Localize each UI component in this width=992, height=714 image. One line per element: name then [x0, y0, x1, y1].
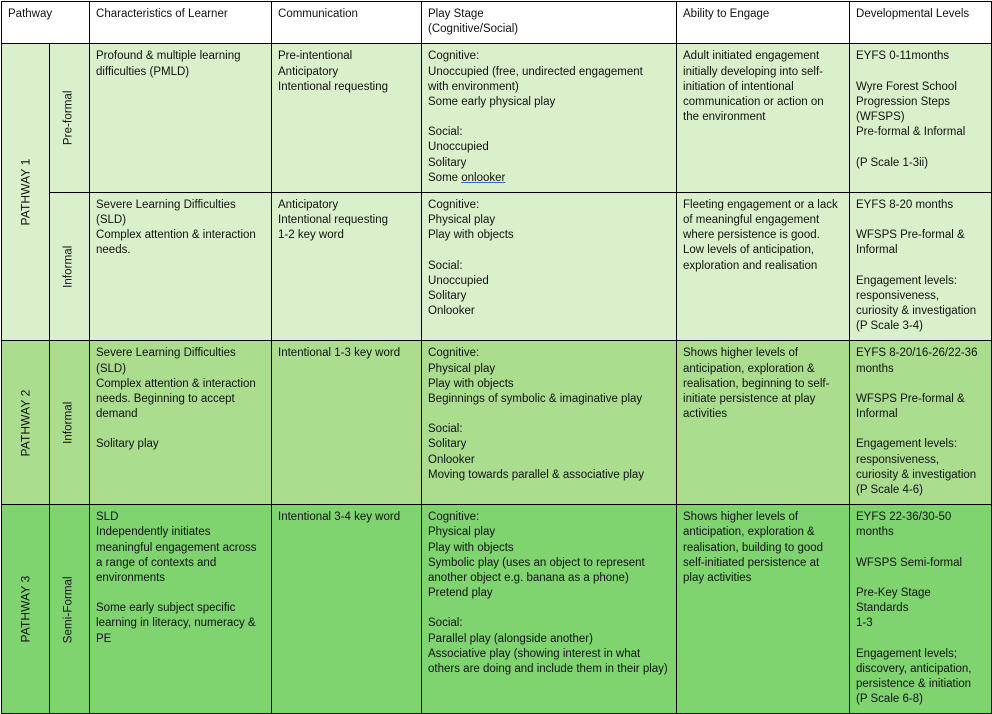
characteristics-cell — [96, 49, 265, 79]
pathway-label-3-text: PATHWAY 3 — [18, 575, 33, 643]
play-stage-cell-line: Social: — [428, 126, 463, 139]
table-row — [2, 192, 992, 341]
play-stage-cell-line: Solitary — [428, 289, 467, 302]
formality-label-pathway-1-informal-text: Informal — [62, 245, 75, 288]
developmental-levels-cell-line: Pre-formal & Informal — [856, 126, 966, 139]
ability-to-engage-cell-line: initiate persistence at play — [683, 392, 816, 405]
pathway-label-1-inner — [2, 44, 49, 340]
ability-to-engage-cell-line: play activities — [683, 571, 752, 584]
ability-to-engage-cell-line: self-initiated persistence at — [683, 556, 820, 569]
play-stage-cell-line — [428, 601, 670, 616]
play-stage-cell-line: with environment) — [428, 80, 519, 93]
communication-cell-line: Intentional 1-3 key word — [278, 347, 401, 360]
play-stage-cell-line: Cognitive: — [428, 198, 480, 211]
play-stage-cell-line: Social: — [428, 617, 463, 630]
formality-label-pathway-1-pre-formal-inner — [50, 44, 89, 192]
characteristics-cell-line: Solitary play — [96, 438, 159, 451]
developmental-levels-cell-line: EYFS 8-20 months — [856, 198, 954, 211]
play-stage-cell — [422, 44, 677, 193]
play-stage-cell-line: Physical play — [428, 526, 496, 539]
developmental-levels-cell-line: Informal — [856, 408, 898, 421]
ability-to-engage-cell-line: Shows higher levels of — [683, 511, 799, 524]
characteristics-cell-line — [96, 586, 265, 601]
play-stage-cell-line: Cognitive: — [428, 50, 480, 63]
ability-to-engage-cell-line: exploration and realisation — [683, 259, 818, 272]
developmental-levels-cell — [850, 341, 992, 505]
play-stage-cell-line — [428, 110, 670, 125]
formality-label-pathway-1-informal — [50, 192, 90, 341]
table-header — [2, 2, 992, 44]
header-characteristics-label: Characteristics of Learner — [96, 8, 228, 20]
developmental-levels-cell-line: Engagement levels: — [856, 274, 958, 287]
pathway-label-1 — [2, 44, 50, 341]
ability-to-engage-cell — [683, 198, 843, 274]
developmental-levels-cell-line: WFSPS Pre-formal & — [856, 392, 965, 405]
play-stage-cell-line: others are doing and include them in their play) — [428, 662, 668, 675]
communication-cell-line: 1-2 key word — [278, 229, 344, 242]
developmental-levels-cell-line — [856, 422, 985, 437]
characteristics-cell-line: Profound & multiple learning — [96, 50, 241, 63]
developmental-levels-cell-line — [856, 541, 985, 556]
play-stage-cell-line: Moving towards parallel & associative play — [428, 468, 645, 481]
characteristics-cell — [90, 505, 272, 714]
pathway-label-2 — [2, 341, 50, 505]
developmental-levels-cell-line: curiosity & investigation — [856, 468, 977, 481]
communication-cell — [278, 510, 415, 525]
pathway-table — [1, 1, 992, 714]
table-row — [2, 341, 992, 505]
developmental-levels-cell — [850, 192, 992, 341]
characteristics-cell-line: (SLD) — [96, 362, 127, 375]
play-stage-cell-line: Unoccupied — [428, 274, 489, 287]
ability-to-engage-cell-line: initiation of intentional — [683, 80, 794, 93]
header-ability-to-engage-label: Ability to Engage — [683, 8, 770, 20]
play-stage-cell — [422, 505, 677, 714]
characteristics-cell — [90, 192, 272, 341]
play-stage-cell-line — [428, 407, 670, 422]
developmental-levels-cell-line: responsiveness, — [856, 453, 940, 466]
header-developmental-levels — [850, 2, 992, 44]
characteristics-cell-line: Some early subject specific — [96, 602, 236, 615]
play-stage-cell-line: Unoccupied — [428, 141, 489, 154]
ability-to-engage-cell — [677, 44, 850, 193]
ability-to-engage-cell — [683, 346, 843, 422]
ability-to-engage-cell-line: initially developing into self- — [683, 65, 824, 78]
characteristics-cell-line: Severe Learning Difficulties — [96, 347, 236, 360]
developmental-levels-cell-line: months — [856, 362, 894, 375]
developmental-levels-cell-line: (P Scale 1-3ii) — [856, 156, 929, 169]
communication-cell — [272, 44, 422, 193]
communication-cell — [278, 198, 415, 244]
characteristics-cell-line: learning in literacy, numeracy & — [96, 617, 256, 630]
play-stage-cell — [422, 192, 677, 341]
ability-to-engage-cell-line: Adult initiated engagement — [683, 50, 820, 63]
header-row — [2, 2, 992, 44]
play-stage-cell-line: Symbolic play (uses an object to represent — [428, 556, 645, 569]
pathway-label-1-text: PATHWAY 1 — [18, 158, 33, 226]
communication-cell-line: Intentional requesting — [278, 214, 388, 227]
characteristics-cell — [96, 346, 265, 452]
play-stage-cell-line: Social: — [428, 423, 463, 436]
ability-to-engage-cell-line: of meaningful engagement — [683, 214, 820, 227]
table-body — [2, 44, 992, 714]
characteristics-cell-line: needs. — [96, 244, 131, 257]
communication-cell — [272, 192, 422, 341]
characteristics-cell-line: needs. Beginning to accept — [96, 392, 235, 405]
play-stage-cell-line: Play with objects — [428, 377, 514, 390]
developmental-levels-cell-line — [856, 259, 985, 274]
communication-cell-line: Anticipatory — [278, 65, 339, 78]
characteristics-cell-line: difficulties (PMLD) — [96, 65, 190, 78]
characteristics-cell-line: Complex attention & interaction — [96, 229, 256, 242]
characteristics-cell-line: a range of contexts and — [96, 556, 217, 569]
play-stage-cell-line: Physical play — [428, 214, 496, 227]
pathway-label-3 — [2, 505, 50, 714]
formality-label-pathway-2-informal — [50, 341, 90, 505]
developmental-levels-cell-line: EYFS 0-11months — [856, 50, 950, 63]
characteristics-cell-line — [96, 422, 265, 437]
developmental-levels-cell-line: WFSPS Pre-formal & — [856, 229, 965, 242]
developmental-levels-cell-line — [856, 632, 985, 647]
developmental-levels-cell-line: persistence & initiation — [856, 678, 972, 691]
play-stage-cell-line: Play with objects — [428, 229, 514, 242]
characteristics-cell-line: (SLD) — [96, 214, 127, 227]
formality-label-pathway-3-semi-formal-inner — [50, 505, 89, 713]
table-row — [2, 505, 992, 714]
formality-label-pathway-3-semi-formal — [50, 505, 90, 714]
header-pathway — [2, 2, 90, 44]
ability-to-engage-cell — [677, 192, 850, 341]
characteristics-cell-line: PE — [96, 632, 112, 645]
characteristics-cell-line: demand — [96, 408, 138, 421]
developmental-levels-cell — [856, 510, 985, 707]
pathway-label-2-text: PATHWAY 2 — [18, 389, 33, 457]
formality-label-pathway-2-informal-text: Informal — [62, 401, 75, 444]
communication-cell — [278, 49, 415, 95]
developmental-levels-cell — [856, 346, 985, 498]
ability-to-engage-cell-line: where persistence is good. — [683, 229, 820, 242]
characteristics-cell-line: SLD — [96, 511, 119, 524]
characteristics-cell — [90, 44, 272, 193]
developmental-levels-cell-line: EYFS 8-20/16-26/22-36 — [856, 347, 978, 360]
developmental-levels-cell-line — [856, 377, 985, 392]
play-stage-cell-line: Social: — [428, 259, 463, 272]
ability-to-engage-cell-line: realisation, beginning to self- — [683, 377, 830, 390]
play-stage-cell-line: Solitary — [428, 438, 467, 451]
characteristics-cell-line: Severe Learning Difficulties — [96, 198, 236, 211]
play-stage-cell — [422, 341, 677, 505]
play-stage-cell-line: Beginnings of symbolic & imaginative play — [428, 392, 643, 405]
table-row — [2, 44, 992, 193]
play-stage-cell — [428, 510, 670, 677]
characteristics-cell-line: meaningful engagement across — [96, 541, 257, 554]
ability-to-engage-cell-line: Low levels of anticipation, — [683, 244, 815, 257]
play-stage-cell-line: another object e.g. banana as a phone) — [428, 571, 629, 584]
communication-cell-line: Intentional requesting — [278, 80, 388, 93]
header-communication — [272, 2, 422, 44]
developmental-levels-cell-line: Engagement levels: — [856, 438, 958, 451]
developmental-levels-cell-line — [856, 65, 985, 80]
formality-label-pathway-1-pre-formal-text: Pre-formal — [62, 90, 75, 146]
developmental-levels-cell-line: (P Scale 4-6) — [856, 483, 923, 496]
play-stage-cell-line: Pretend play — [428, 587, 493, 600]
formality-label-pathway-1-pre-formal — [50, 44, 90, 193]
communication-cell — [272, 341, 422, 505]
ability-to-engage-cell-line: realisation, building to good — [683, 541, 824, 554]
play-stage-cell — [428, 49, 670, 186]
characteristics-cell-line: Independently initiates — [96, 526, 211, 539]
play-stage-cell-line: Cognitive: — [428, 347, 480, 360]
play-stage-cell-line: Some early physical play — [428, 95, 556, 108]
developmental-levels-cell-line: discovery, anticipation, — [856, 662, 972, 675]
developmental-levels-cell — [856, 49, 985, 170]
developmental-levels-cell-line: responsiveness, — [856, 289, 940, 302]
developmental-levels-cell-line: Wyre Forest School — [856, 80, 957, 93]
header-play-stage-label: Play Stage — [428, 8, 484, 20]
developmental-levels-cell-line: EYFS 22-36/30-50 — [856, 511, 952, 524]
formality-label-pathway-1-informal-inner — [50, 193, 89, 341]
header-ability-to-engage — [677, 2, 850, 44]
play-stage-cell-line: Physical play — [428, 362, 496, 375]
ability-to-engage-cell — [683, 510, 843, 586]
developmental-levels-cell-line: (P Scale 3-4) — [856, 320, 923, 333]
spellcheck-underlined-word: onlooker — [461, 171, 506, 184]
ability-to-engage-cell-line: communication or action on — [683, 95, 824, 108]
developmental-levels-cell-line: months — [856, 526, 894, 539]
developmental-levels-cell-line: 1-3 — [856, 617, 873, 630]
play-stage-cell-line: Play with objects — [428, 541, 514, 554]
developmental-levels-cell-line: Progression Steps — [856, 95, 950, 108]
ability-to-engage-cell — [677, 505, 850, 714]
play-stage-cell — [428, 346, 670, 483]
developmental-levels-cell-line: Engagement levels; — [856, 647, 958, 660]
ability-to-engage-cell — [683, 49, 843, 125]
header-characteristics — [90, 2, 272, 44]
pathway-label-3-inner — [2, 505, 49, 713]
developmental-levels-cell — [850, 44, 992, 193]
developmental-levels-cell — [856, 198, 985, 335]
developmental-levels-cell-line: (WFSPS) — [856, 111, 905, 124]
developmental-levels-cell-line: WFSPS Semi-formal — [856, 556, 963, 569]
pathway-label-2-inner — [2, 341, 49, 504]
developmental-levels-cell-line: (P Scale 6-8) — [856, 693, 923, 706]
ability-to-engage-cell-line: anticipation, exploration & — [683, 526, 815, 539]
developmental-levels-cell — [850, 505, 992, 714]
communication-cell — [272, 505, 422, 714]
header-play-stage-sublabel: (Cognitive/Social) — [428, 23, 519, 36]
play-stage-cell-line: Onlooker — [428, 453, 475, 466]
play-stage-cell — [428, 198, 670, 319]
communication-cell-line: Intentional 3-4 key word — [278, 511, 401, 524]
play-stage-cell-line: Onlooker — [428, 305, 475, 318]
header-communication-label: Communication — [278, 8, 358, 20]
ability-to-engage-cell-line: the environment — [683, 111, 766, 124]
play-stage-cell-line: Parallel play (alongside another) — [428, 632, 593, 645]
characteristics-cell — [90, 341, 272, 505]
communication-cell — [278, 346, 415, 361]
ability-to-engage-cell-line: Fleeting engagement or a lack — [683, 198, 838, 211]
ability-to-engage-cell-line: Shows higher levels of — [683, 347, 799, 360]
characteristics-cell-line: environments — [96, 571, 166, 584]
play-stage-cell-line: Cognitive: — [428, 511, 480, 524]
play-stage-cell-line: Some onlooker — [428, 171, 506, 184]
header-developmental-levels-label: Developmental Levels — [856, 8, 970, 20]
pathway-table-sheet — [0, 1, 992, 706]
header-pathway-label: Pathway — [8, 8, 53, 20]
developmental-levels-cell-line: Pre-Key Stage Standards — [856, 587, 931, 615]
characteristics-cell — [96, 198, 265, 259]
play-stage-cell-line: Unoccupied (free, undirected engagement — [428, 65, 643, 78]
developmental-levels-cell-line: curiosity & investigation — [856, 305, 977, 318]
header-play-stage — [422, 2, 677, 44]
play-stage-cell-line: Associative play (showing interest in what — [428, 647, 641, 660]
play-stage-cell-line — [428, 243, 670, 258]
ability-to-engage-cell-line: activities — [683, 408, 728, 421]
characteristics-cell — [96, 510, 265, 647]
characteristics-cell-line: Complex attention & interaction — [96, 377, 256, 390]
developmental-levels-cell-line — [856, 140, 985, 155]
ability-to-engage-cell — [677, 341, 850, 505]
developmental-levels-cell-line — [856, 571, 985, 586]
formality-label-pathway-2-informal-inner — [50, 341, 89, 504]
play-stage-cell-line: Solitary — [428, 156, 467, 169]
formality-label-pathway-3-semi-formal-text: Semi-Formal — [62, 575, 75, 643]
communication-cell-line: Pre-intentional — [278, 50, 353, 63]
developmental-levels-cell-line — [856, 213, 985, 228]
communication-cell-line: Anticipatory — [278, 198, 339, 211]
developmental-levels-cell-line: Informal — [856, 244, 898, 257]
ability-to-engage-cell-line: anticipation, exploration & — [683, 362, 815, 375]
